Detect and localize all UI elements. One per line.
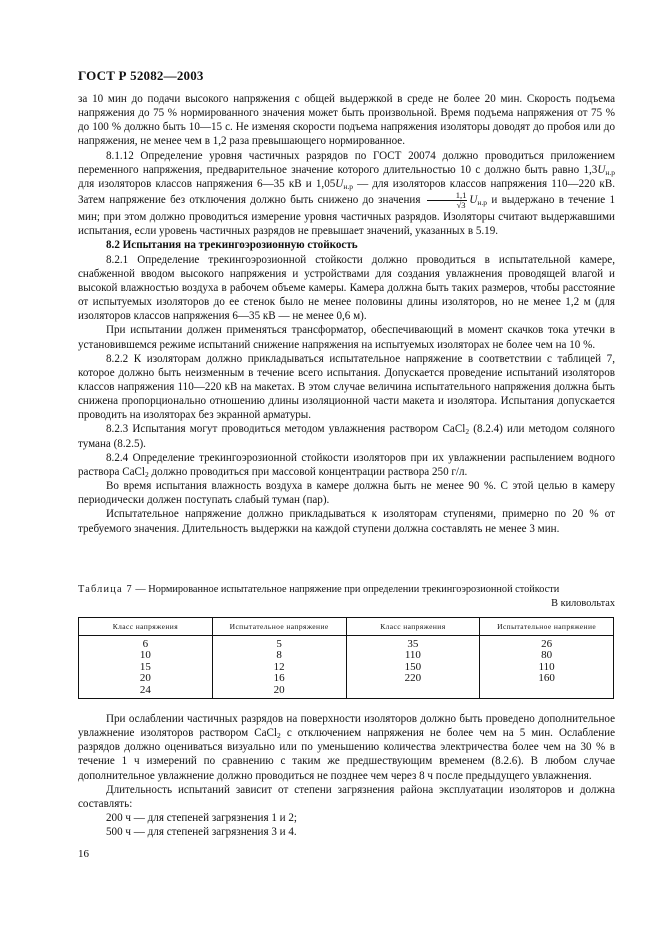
table-caption	[78, 583, 615, 611]
voltage-subscript: н.р	[343, 181, 353, 191]
voltage-subscript: н.р	[605, 167, 615, 177]
chemical-subscript: 2	[465, 427, 470, 437]
list-item: 200 ч — для степеней загрязнения 1 и 2;	[106, 812, 297, 825]
paragraph-8-2-2: 8.2.2 К изоляторам должно прикладываться испытательное напряжение в соответствии с таблицей 7, которое должно быть неизменным в течение всего испытания. Допускается проведение испытаний изоляторов классов напряжения 110—220 кВ на макетах. В этом случае величина испытательного напряжения должна быть снижена пропорционально отношению длины изоляционной части макета и изолятора. Испытания допускается проводить на изоляторах без экранной арматуры.	[78, 352, 615, 422]
text-fragment: и выдержано в течение 1 мин; при этом должно проводиться измерение уровня частичных разрядов. Изоляторы считают выдержавшими испытания, если уровень частичных разрядов не превышает значений, указанных в 5.19.	[78, 194, 615, 238]
table-label: Таблица 7	[78, 584, 133, 595]
chemical-subscript: 2	[277, 731, 281, 741]
table-row	[79, 636, 614, 699]
table-header-row	[79, 618, 614, 636]
section-heading-8-2: 8.2 Испытания на трекингоэрозионную стойкость	[106, 239, 358, 252]
voltage-subscript: н.р	[477, 198, 488, 208]
paragraph-continuation: за 10 мин до подачи высокого напряжения с общей выдержкой в среде не более 20 мин. Скорость подъема напряжения до 75 % нормированного значения может быть произвольной. Время подъема напряжения от 75 % до 100 % должно быть 10—15 с. Не изменяя скорости подъема напряжения изоляторы доводят до пробоя или до напряжения, не менее чем в 1,2 раза превышающего нормированное.	[78, 93, 615, 148]
paragraph-duration: Длительность испытаний зависит от степени загрязнения района эксплуатации изоляторов и должна составлять:	[78, 783, 615, 810]
paragraph-transformer: При испытании должен применяться трансформатор, обеспечивающий в момент скачков тока утечки в установившемся режиме испытаний снижение напряжения на испытуемых изоляторах не более чем на 10 %.	[78, 324, 615, 351]
table-title: — Нормированное испытательное напряжение при определении трекингоэрозионной стойкости	[132, 584, 560, 595]
text-fragment: 8.2.3 Испытания могут проводиться методом увлажнения раствором CaCl	[106, 423, 466, 436]
table-title-line	[78, 583, 615, 597]
paragraph-voltage-steps: Испытательное напряжение должно прикладываться к изоляторам ступенями, примерно по 20 % от требуемого значения. Длительность выдержки на каждой ступени должна составлять не менее 3 мин.	[78, 508, 615, 535]
table-cell: 35 110 150 220	[346, 636, 480, 699]
table-cell: 5 8 12 16 20	[212, 636, 346, 699]
text-fragment: При ослаблении частичных разрядов на поверхности изоляторов должно быть проведено дополнительное увлажнение изоляторов раствором CaCl	[78, 713, 615, 740]
table-7	[78, 617, 614, 699]
column-header: Испытательное напряжение	[212, 618, 346, 636]
text-fragment: для изоляторов классов напряжения 6—35 кВ и 1,05	[78, 177, 336, 190]
main-text	[78, 92, 615, 536]
paragraph-humidity: Во время испытания влажность воздуха в камере должна быть не менее 90 %. С этой целью в камеру периодически должен поступать слабый туман (пар).	[78, 480, 615, 507]
paragraph-8-2-3	[78, 422, 615, 450]
table-cell: 6 10 15 20 24	[79, 636, 213, 699]
voltage-symbol: U	[597, 163, 606, 176]
fraction	[427, 191, 468, 210]
text-fragment: 8.1.12 Определение уровня частичных разрядов по ГОСТ 20074 должно проводиться приложением переменного напряжения, предварительное значение которого длительностью 10 с должно быть равно 1,3	[78, 149, 615, 176]
fraction-denominator: √3	[456, 200, 466, 211]
main-text-continued	[78, 712, 615, 839]
text-fragment: должно проводиться при массовой концентрации раствора 250 г/л.	[148, 465, 468, 478]
chemical-subscript: 2	[145, 469, 149, 479]
voltage-symbol: U	[335, 177, 344, 190]
document-header: ГОСТ Р 52082—2003	[78, 68, 204, 83]
paragraph-8-2-4	[78, 451, 615, 479]
text-fragment: с отключением напряжения не более чем на 5 мин. Ослабление разрядов должно оцениваться визуально или по уменьшению количества электричества более чем на 30 % в течение 1 ч измерений по сравнению с таким же предшествующим временем (8.2.6). В любом случае дополнительное увлажнение должно проводиться не позднее чем через 8 ч после предыдущего увлажнения.	[78, 727, 615, 782]
voltage-symbol: U	[469, 194, 478, 207]
list-item: 500 ч — для степеней загрязнения 3 и 4.	[106, 826, 297, 839]
column-header: Испытательное напряжение	[480, 618, 614, 636]
paragraph-8-2-1: 8.2.1 Определение трекингоэрозионной стойкости должно проводиться в испытательной камере, снабженной вводом высокого напряжения и устройствами для создания увлажнения проводящей влагой и высокой влажностью воздуха в рабочем объеме камеры. Камера должна быть таких размеров, чтобы расстояние от испытуемых изоляторов до ее стенок было не менее половины длины изоляторов, но не менее 1,2 м (для изоляторов классов напряжения 6—35 кВ — не менее 0,6 м).	[78, 253, 615, 323]
column-header: Класс напряжения	[346, 618, 480, 636]
text-fragment: (8.2.4) или методом соляного тумана (8.2.5).	[78, 423, 615, 450]
text-fragment: 8.2.4 Определение трекингоэрозионной стойкости изоляторов при их увлажнении распылением водного раствора CaCl	[78, 451, 615, 478]
paragraph-discharge	[78, 712, 615, 783]
fraction-numerator: 1,1	[427, 191, 468, 201]
paragraph-8-1-12	[78, 149, 615, 239]
column-header: Класс напряжения	[79, 618, 213, 636]
text-fragment: — для изоляторов классов напряжения 110—220 кВ. Затем напряжение без отключения должно быть снижено до значения	[78, 177, 615, 207]
table-units: В киловольтах	[551, 598, 615, 609]
page-number: 16	[78, 848, 89, 860]
table-cell: 26 80 110 160	[480, 636, 614, 699]
